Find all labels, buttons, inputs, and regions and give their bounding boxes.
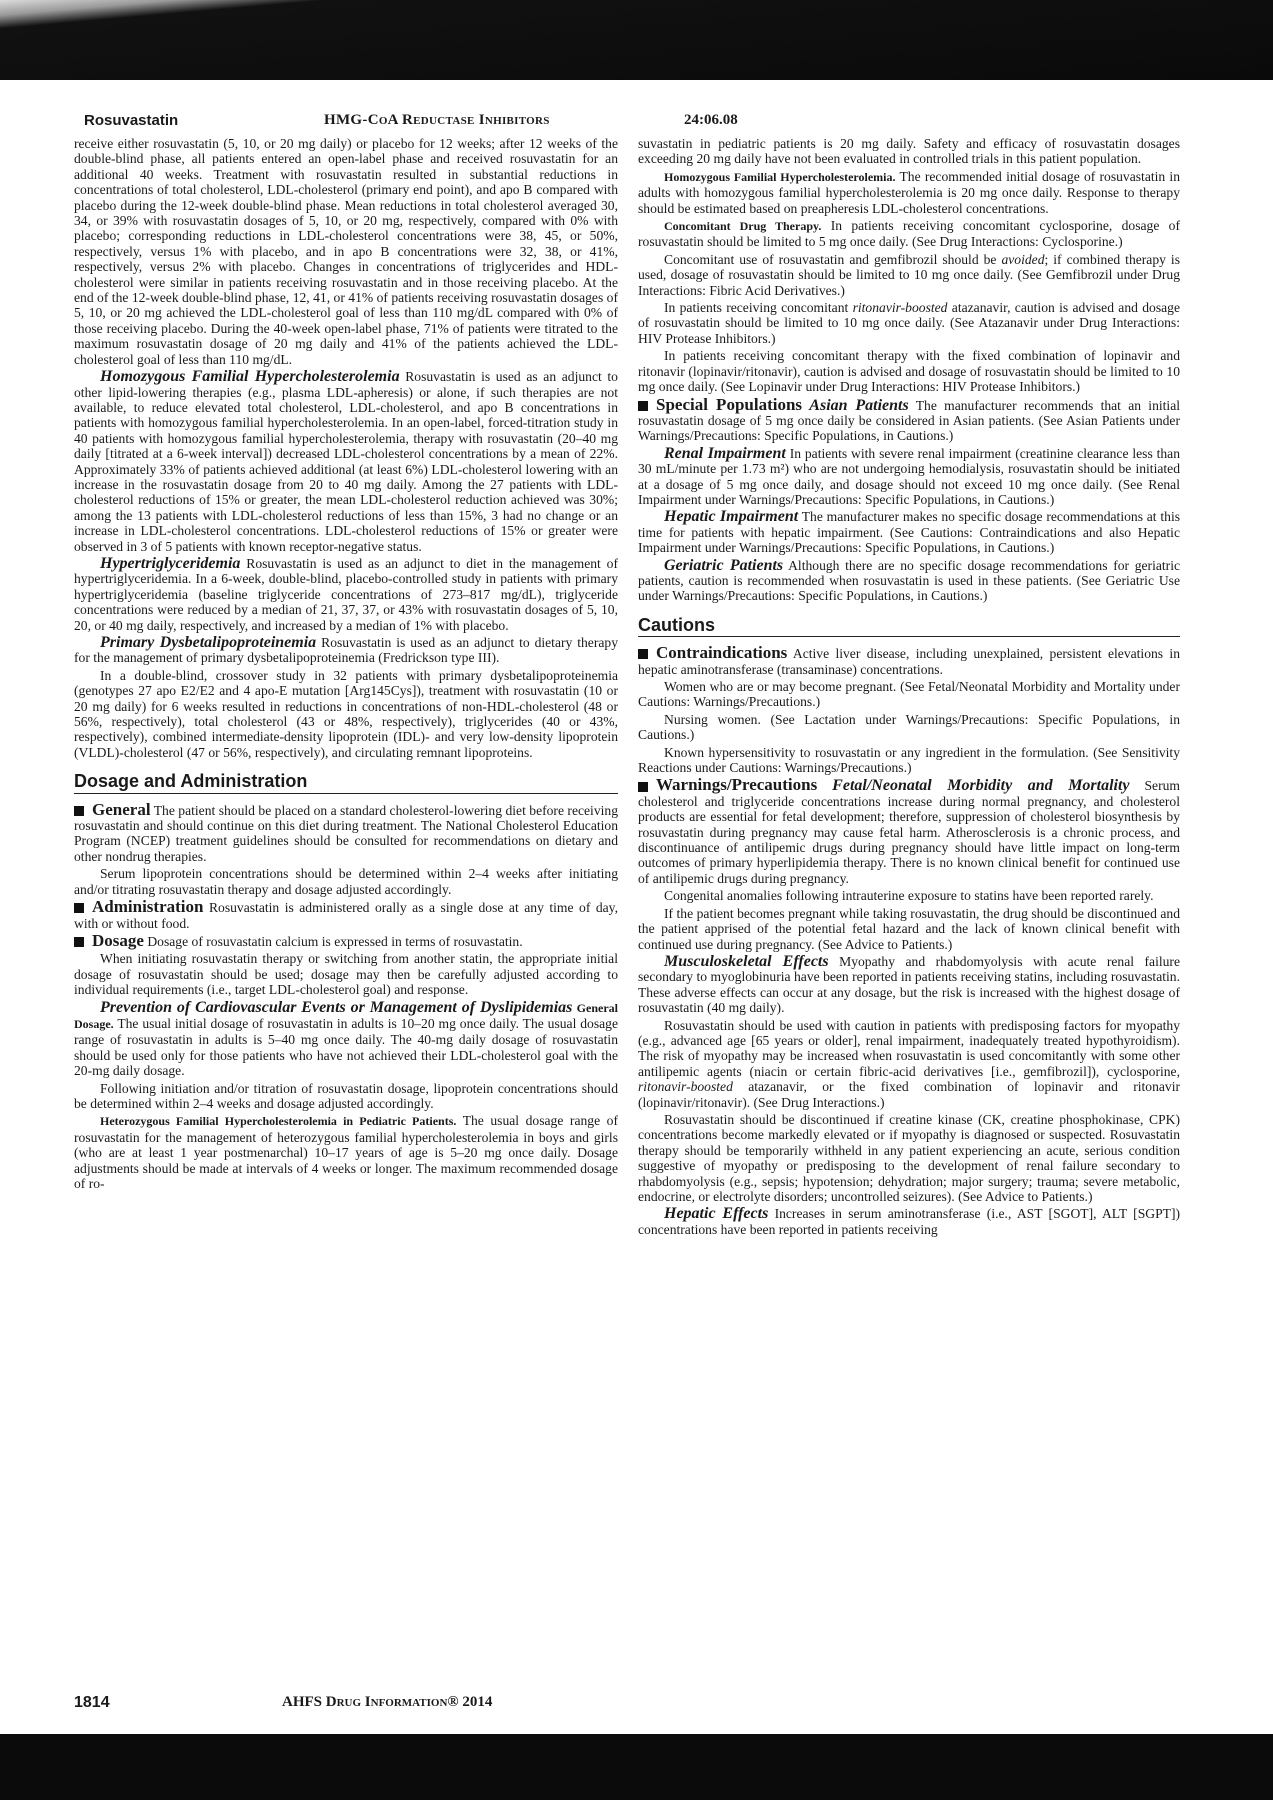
administration-text: Rosuvastatin is administered orally as a single dose at any time of day, with or without food. [74,900,618,931]
page-number: 1814 [74,1694,110,1711]
right-column [638,136,1180,1239]
page-header [84,112,1174,134]
gemfibrozil-paragraph [638,252,1180,298]
hepatic-impairment-paragraph [638,509,1180,555]
lopinavir-paragraph: In patients receiving concomitant therapy with the fixed combination of lopinavir and ritonavir (lopinavir/ritonavir), caution is advised and dosage of rosuvastatin should be limited to 10 mg once daily. (See Lopinavir under Drug Interactions: HIV Protease Inhibitors.) [638,348,1180,395]
dosage-section-heading: Dosage and Administration [74,774,618,793]
hefh-label: Heterozygous Familial Hypercholesterolemia in Pediatric Patients. [100,1114,457,1129]
pdbl-subheading: Primary Dysbetalipoproteinemia [100,634,317,651]
pdbl-text: Rosuvastatin is used as an adjunct to dietary therapy for the management of primary dysbetalipoproteinemia (Fredrickson type III). [74,635,618,666]
geriatric-subheading: Geriatric Patients [664,556,784,574]
square-bullet-icon [74,903,84,913]
concomitant-paragraph [638,218,1180,250]
atazanavir-emphasis: ritonavir-boosted [852,300,948,316]
scan-bottom-border [0,1734,1273,1800]
contraindications-2: Women who are or may become pregnant. (See Fetal/Neonatal Morbidity and Mortality under Cautions: Warnings/Precautions.) [638,679,1180,710]
general-heading [74,800,151,819]
geriatric-paragraph [638,558,1180,604]
musculoskeletal-text: Myopathy and rhabdomyolysis with acute renal failure secondary to myoglobinuria have been reported in patients receiving statins, including rosuvastatin. These adverse effects can occur at any dosage, but the risk is increased with the highest dosage of rosuvastatin (40 mg daily). [638,953,1180,1016]
atazanavir-text-b: atazanavir, caution is advised and dosage of rosuvastatin should be limited to 10 mg once daily. (See Atazanavir under Drug Interactions: HIV Protease Inhibitors.) [638,300,1180,346]
dosage-paragraph [74,930,618,950]
square-bullet-icon [638,401,648,411]
running-head-drug: Rosuvastatin [84,112,179,129]
hepatic-impairment-text: The manufacturer makes no specific dosage recommendations at this time for patients with hepatic impairment. (See Cautions: Contraindications and also Hepatic Impairment under Warnings/Precautions: Specific Populations, in Cautions.) [638,509,1181,556]
htg-text: Rosuvastatin is used as an adjunct to diet in the management of hypertriglyceridemia. In a 6-week, double-blind, placebo-controlled study in patients with primary hypertriglyceridemia (baseline triglyceride concentrations of 273–817 mg/dL), triglyceride concentrations were reduced by a median of 21, 37, 37, or 43% with rosuvastatin dosages of 5, 10, 20, or 40 mg daily, respectively, and increased by a median of 1% with placebo. [74,555,618,633]
concomitant-text: In patients receiving concomitant cyclosporine, dosage of rosuvastatin should be limited to 5 mg once daily. (See Drug Interactions: Cyclosporine.) [638,218,1181,250]
contraindications-label: Contraindications [656,643,788,663]
general-dosage-label: General Dosage. [74,1000,618,1031]
square-bullet-icon [638,649,648,659]
musculoskeletal-paragraph [638,954,1180,1016]
pdbl-paragraph [74,635,618,666]
hofh-paragraph [74,369,618,554]
dosage-heading-label: Dosage [92,930,144,950]
general-text: The patient should be placed on a standard cholesterol-lowering diet before receiving rosuvastatin and should continue on this diet during treatment. The National Cholesterol Education Program (NCEP) treatment guidelines should be consulted for recommendations on dietary and other nondrug therapies. [74,802,618,864]
contraindications-heading [638,643,787,662]
hofh-dosage-paragraph [638,169,1180,216]
administration-heading [74,897,203,916]
gemfibrozil-text-b: ; if combined therapy is used, dosage of rosuvastatin should be limited to 10 mg once daily. (See Gemfibrozil under Drug Interactions: Fibric Acid Derivatives.) [638,251,1180,298]
hofh-subheading: Homozygous Familial Hypercholesterolemia [100,368,400,386]
htg-paragraph [74,556,618,633]
hepatic-impairment-subheading: Hepatic Impairment [664,508,799,526]
renal-subheading: Renal Impairment [664,444,786,462]
msk-text-a: Rosuvastatin should be used with caution in patients with predisposing factors for myopathy (e.g., advanced age [65 years or older], renal impairment, inadequately treated hypothyroidism). The risk of myopathy may be increased when rosuvastatin is used concomitantly with some other antilipemic agents (niacin or certain fibric-acid derivatives [i.e., gemfibrozil]), cyclosporine, [638,1017,1180,1079]
pediatric-continuation: suvastatin in pediatric patients is 20 mg daily. Safety and efficacy of rosuvastatin dosages exceeding 20 mg daily have not been evaluated in controlled trials in this patient population. [638,136,1180,167]
administration-paragraph [74,899,618,931]
contraindications-4: Known hypersensitivity to rosuvastatin or any ingredient in the formulation. (See Sensitivity Reactions under Cautions: Warnings/Precautions.) [638,744,1180,776]
running-head-class: HMG-CoA Reductase Inhibitors [324,112,550,128]
page-footer [74,1694,1174,1714]
musculoskeletal-subheading: Musculoskeletal Effects [664,952,829,970]
geriatric-text: Although there are no specific dosage recommendations for geriatric patients, caution is recommended when rosuvastatin is used in these patients. (See Geriatric Use under Warnings/Precautions: Specific Populations, in Cautions.) [638,557,1181,604]
prevention-paragraph [74,1000,618,1079]
fetal-text: Serum cholesterol and triglyceride concentrations increase during normal pregnancy, and cholesterol products are essential for fetal development; therefore, suppression of cholesterol biosynthesis by rosuvastatin during pregnancy may cause fetal harm. Atherosclerosis is a chronic process, and discontinuance of antilipemic drugs during pregnancy should have little impact on long-term outcomes of primary hyperlipidemia therapy. There is no known clinical benefit for continued use of antilipemic drugs during pregnancy. [638,778,1180,886]
intro-paragraph: receive either rosuvastatin (5, 10, or 20 mg daily) or placebo for 12 weeks; after 12 weeks of the double-blind phase, all patients entered an open-label phase and received rosuvastatin for an additional 40 weeks. Treatment with rosuvastatin resulted in substantial reductions in concentrations of total cholesterol, LDL-cholesterol (primary end point), and apo B compared with placebo during the 12-week double-blind phase. Mean reductions in total cholesterol averaged 30, 34, or 39% with rosuvastatin dosages of 5, 10, or 20 mg, respectively, compared with 0% with placebo; corresponding reductions in LDL-cholesterol concentrations were 38, 45, or 50%, respectively, versus 1% with placebo, and in apo B concentrations were 32, 38, or 41%, respectively, versus 2% with placebo. Changes in concentrations of triglycerides and HDL-cholesterol were similar in patients receiving rosuvastatin and in those receiving placebo. At the end of the 12-week double-blind phase, 12, 41, or 41% of patients receiving rosuvastatin dosages of 5, 10, or 20 mg achieved the LDL-cholesterol goal of less than 110 mg/dL compared with 0% of those receiving placebo. During the 40-week open-label phase, 71% of patients were titrated to the maximum rosuvastatin dosage of 20 mg daily and 41% of the patients achieved the LDL-cholesterol goal of less than 110 mg/dL. [74,136,618,367]
special-populations-paragraph [638,394,1181,444]
fetal-paragraph-2: Congenital anomalies following intrauterine exposure to statins have been reported rarely. [664,888,1154,904]
hepatic-effects-text: Increases in serum aminotransferase (i.e., AST [SGOT], ALT [SGPT]) concentrations have been reported in patients receiving [638,1206,1181,1237]
fetal-paragraph-3: If the patient becomes pregnant while taking rosuvastatin, the drug should be discontinued and the patient apprised of the potential fetal hazard and the lack of known clinical benefit with continued use during pregnancy. (See Advice to Patients.) [638,905,1180,952]
hepatic-effects-paragraph [638,1206,1180,1237]
special-populations-heading [638,395,802,414]
general-heading-label: General [92,799,151,819]
hofh-dosage-label: Homozygous Familial Hypercholesterolemia. [664,169,896,184]
concomitant-label: Concomitant Drug Therapy. [664,219,822,234]
hofh-text: Rosuvastatin is used as an adjunct to other lipid-lowering therapies (e.g., plasma LDL-apheresis) or alone, if such therapies are not available, to reduce elevated total cholesterol, LDL-cholesterol, and apo B concentrations in patients with homozygous familial hypercholesterolemia. In an open-label, forced-titration study in 40 patients with homozygous familial hypercholesterolemia, therapy with rosuvastatin (20–40 mg daily [titrated at a 6-week interval]) decreased LDL-cholesterol concentrations by a mean of 22%. Approximately 33% of patients achieved additional (at least 6%) LDL-cholesterol lowering with an increase in the rosuvastatin dosage from 20 to 40 mg daily. Among the 27 patients with LDL-cholesterol reductions of 15% or greater, the mean LDL-cholesterol reduction achieved was 30%; among the 13 patients with LDL-cholesterol reductions of less than 15%, 3 had no change or an increase in LDL-cholesterol concentrations. LDL-cholesterol reductions of 15% or greater were observed in 3 of 5 patients with known receptor-negative status. [74,369,618,554]
dosage-text: Dosage of rosuvastatin calcium is expressed in terms of rosuvastatin. [147,933,523,949]
musculoskeletal-paragraph-2 [638,1018,1180,1110]
administration-heading-label: Administration [92,897,204,917]
fetal-subheading: Fetal/Neonatal Morbidity and Mortality [832,777,1130,795]
msk-text-b: atazanavir, or the fixed combination of lopinavir and ritonavir (lopinavir/ritonavir). (See Drug Interactions.) [638,1079,1180,1110]
square-bullet-icon [74,937,84,947]
gemfibrozil-emphasis: avoided [1001,251,1045,267]
prevention-paragraph-2: Following initiation and/or titration of rosuvastatin dosage, lipoprotein concentrations should be determined within 2–4 weeks and dosage adjusted accordingly. [74,1080,618,1111]
warnings-heading [638,775,817,794]
asian-text: The manufacturer recommends that an initial rosuvastatin dosage of 5 mg once daily be considered in Asian patients. (See Asian Patients under Warnings/Precautions: Specific Populations, in Cautions.) [638,397,1181,444]
renal-text: In patients with severe renal impairment (creatinine clearance less than 30 mL/minute per 1.73 m²) who are not undergoing hemodialysis, rosuvastatin should be initiated at a dosage of 5 mg once daily, and dosage should not exceed 10 mg once daily. (See Renal Impairment under Warnings/Precautions: Specific Populations, in Cautions.) [638,445,1180,507]
general-paragraph-2: Serum lipoprotein concentrations should be determined within 2–4 weeks after initiating and/or titrating rosuvastatin therapy and dosage adjusted accordingly. [74,866,618,897]
special-populations-label: Special Populations [656,394,803,414]
warnings-label: Warnings/Precautions [656,775,818,795]
gemfibrozil-text-a: Concomitant use of rosuvastatin and gemfibrozil should be [664,251,1002,267]
asian-subheading: Asian Patients [809,396,909,414]
renal-paragraph [638,446,1180,508]
hofh-dosage-text: The recommended initial dosage of rosuvastatin in adults with homozygous familial hypercholesterolemia is 20 mg once daily. Response to therapy should be estimated based on preapheresis LDL-cholesterol concentrations. [638,168,1181,216]
dosage-paragraph-2: When initiating rosuvastatin therapy or switching from another statin, the appropriate initial dosage of rosuvastatin should be used; dosage may then be carefully adjusted according to individual requirements (i.e., target LDL-cholesterol goal) and response. [74,951,618,998]
atazanavir-paragraph [638,300,1180,346]
left-column [74,136,618,1193]
musculoskeletal-paragraph-3: Rosuvastatin should be discontinued if creatine kinase (CK, creatine phosphokinase, CPK) concentrations become markedly elevated or if myopathy is diagnosed or suspected. Rosuvastatin therapy should be temporarily withheld in any patient experiencing an acute, serious condition suggestive of myopathy or predisposing to the development of renal failure secondary to rhabdomyolysis (e.g., sepsis; hypotension; dehydration; major surgery; trauma; severe metabolic, endocrine, or electrolyte disorders; uncontrolled seizures). (See Advice to Patients.) [638,1111,1180,1204]
atazanavir-text-a: In patients receiving concomitant [664,300,853,316]
general-paragraph [74,799,618,865]
htg-subheading: Hypertriglyceridemia [100,554,241,572]
warnings-paragraph [638,777,1180,886]
dosage-heading [74,931,144,950]
running-head-code: 24:06.08 [684,112,738,128]
contraindications-text: Active liver disease, including unexplained, persistent elevations in hepatic aminotransferase (transaminase) concentrations. [638,646,1180,677]
contraindications-paragraph [638,645,1180,677]
square-bullet-icon [74,806,84,816]
hefh-paragraph [74,1113,618,1191]
msk-emphasis: ritonavir-boosted [638,1079,733,1095]
hefh-text: The usual dosage range of rosuvastatin for the management of heterozygous familial hypercholesterolemia in boys and girls (who are at least 1 year postmenarchal) 10–17 years of age is 5–20 mg once daily. Dosage adjustments should be made at intervals of 4 weeks or longer. The maximum recommended dosage of ro- [74,1113,618,1191]
pdbl-study-paragraph: In a double-blind, crossover study in 32 patients with primary dysbetalipoproteinemia (genotypes 27 apo E2/E2 and 4 apo-E mutation [Arg145Cys]), treatment with rosuvastatin (10 or 20 mg daily) for 6 weeks resulted in reductions in concentrations of non-HDL-cholesterol (48 or 56%, respectively), total cholesterol (43 or 48%, respectively), triglycerides (40 or 43%, respectively), combined intermediate-density lipoprotein (IDL)- and very low-density lipoprotein (VLDL)-cholesterol (47 or 56%, respectively), and circulating remnant lipoproteins. [74,667,618,760]
footer-source: AHFS Drug Information® 2014 [282,1694,493,1710]
cautions-section-heading: Cautions [638,618,1180,637]
contraindications-3: Nursing women. (See Lactation under Warnings/Precautions: Specific Populations, in Cautions.) [638,711,1180,743]
prevention-subheading: Prevention of Cardiovascular Events or Management of Dyslipidemias [100,998,573,1016]
prevention-text: The usual initial dosage of rosuvastatin in adults is 10–20 mg once daily. The usual dosage range of rosuvastatin in adults is 5–40 mg once daily. The 40-mg daily dosage of rosuvastatin should be used only for those patients who have not achieved their LDL-cholesterol goal with the 20-mg daily dosage. [74,1015,619,1079]
hepatic-effects-subheading: Hepatic Effects [664,1205,769,1223]
scan-top-border [0,0,1273,80]
square-bullet-icon [638,782,648,792]
